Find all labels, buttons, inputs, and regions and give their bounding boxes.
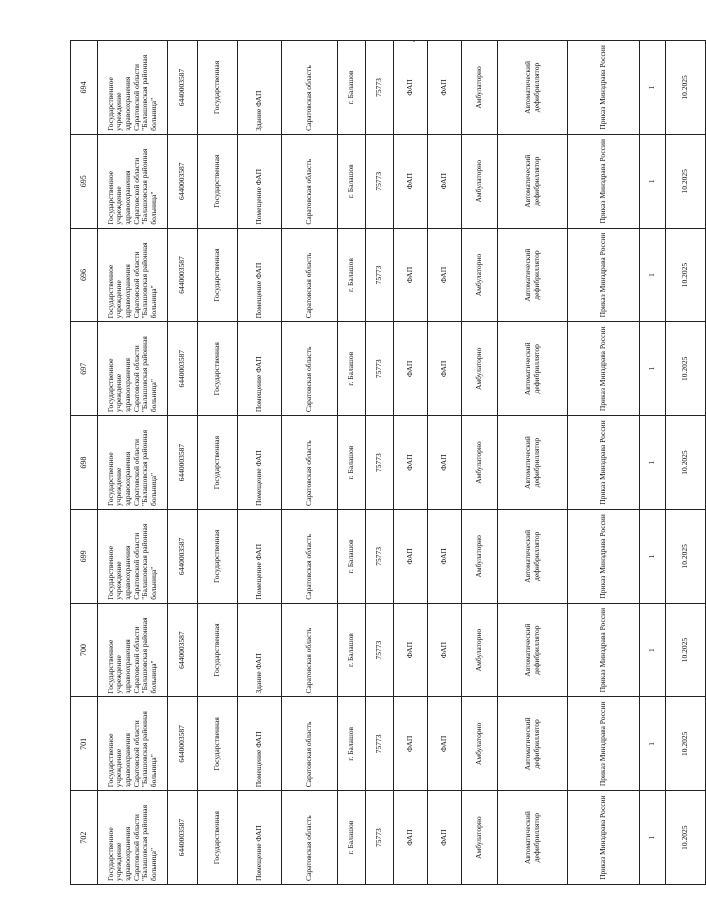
table-row-city bbox=[338, 41, 366, 885]
cell-city: г. Балашов bbox=[338, 41, 366, 135]
cell-inn: 6440003587 bbox=[168, 791, 198, 885]
cell-device: Автоматический дефибриллятор bbox=[498, 603, 568, 697]
column-id-0: 702 bbox=[71, 791, 98, 885]
cell-device: Автоматический дефибриллятор bbox=[498, 791, 568, 885]
cell-city: г. Балашов bbox=[338, 322, 366, 416]
cell-date: 10.2025 bbox=[666, 509, 706, 603]
cell-org: Государственное учреждение здравоохранения Саратовской области "Балашовская районная больница" bbox=[98, 791, 168, 885]
cell-city: г. Балашов bbox=[338, 697, 366, 791]
cell-care: Амбулаторно bbox=[462, 603, 498, 697]
table-row-address bbox=[282, 41, 338, 885]
cell-care: Амбулаторно bbox=[462, 228, 498, 322]
cell-date: 10.2025 bbox=[666, 228, 706, 322]
cell-date: 10.2025 bbox=[666, 697, 706, 791]
cell-type1: ФАП bbox=[394, 509, 428, 603]
cell-inn: 6440003587 bbox=[168, 322, 198, 416]
cell-care: Амбулаторно bbox=[462, 791, 498, 885]
cell-premises: Помещение ФАП bbox=[238, 509, 282, 603]
column-id-2: 700 bbox=[71, 603, 98, 697]
cell-type1: ФАП bbox=[394, 41, 428, 135]
cell-ownership: Государственная bbox=[198, 41, 238, 135]
cell-type2: ФАП bbox=[428, 697, 462, 791]
cell-order: Приказ Минздрава России bbox=[568, 322, 640, 416]
cell-ownership: Государственная bbox=[198, 509, 238, 603]
cell-device: Автоматический дефибриллятор bbox=[498, 228, 568, 322]
cell-qty: 1 bbox=[640, 41, 666, 135]
cell-order: Приказ Минздрава России bbox=[568, 41, 640, 135]
cell-premises: Помещение ФАП bbox=[238, 791, 282, 885]
cell-code: 75773 bbox=[366, 791, 394, 885]
cell-inn: 6440003587 bbox=[168, 697, 198, 791]
cell-care: Амбулаторно bbox=[462, 416, 498, 510]
column-id-6: 696 bbox=[71, 228, 98, 322]
cell-device: Автоматический дефибриллятор bbox=[498, 134, 568, 228]
cell-inn: 6440003587 bbox=[168, 416, 198, 510]
cell-order: Приказ Минздрава России bbox=[568, 228, 640, 322]
cell-care: Амбулаторно bbox=[462, 322, 498, 416]
equipment-table bbox=[70, 40, 706, 885]
table-wrap bbox=[70, 40, 690, 885]
cell-address: Саратовская область bbox=[282, 697, 338, 791]
table-body bbox=[98, 41, 706, 885]
cell-address: Саратовская область bbox=[282, 791, 338, 885]
cell-care: Амбулаторно bbox=[462, 509, 498, 603]
cell-code: 75773 bbox=[366, 228, 394, 322]
cell-care: Амбулаторно bbox=[462, 697, 498, 791]
cell-ownership: Государственная bbox=[198, 697, 238, 791]
cell-ownership: Государственная bbox=[198, 603, 238, 697]
cell-ownership: Государственная bbox=[198, 228, 238, 322]
column-id-8: 694 bbox=[71, 41, 98, 135]
cell-premises: Помещение ФАП bbox=[238, 697, 282, 791]
cell-code: 75773 bbox=[366, 41, 394, 135]
table-row-order bbox=[568, 41, 640, 885]
cell-org: Государственное учреждение здравоохранения Саратовской области "Балашовская районная больница" bbox=[98, 134, 168, 228]
column-id-5: 697 bbox=[71, 322, 98, 416]
cell-type1: ФАП bbox=[394, 134, 428, 228]
cell-type2: ФАП bbox=[428, 791, 462, 885]
cell-inn: 6440003587 bbox=[168, 509, 198, 603]
cell-code: 75773 bbox=[366, 603, 394, 697]
cell-premises: Здание ФАП bbox=[238, 41, 282, 135]
table-row-premises bbox=[238, 41, 282, 885]
cell-type2: ФАП bbox=[428, 603, 462, 697]
table-row-type2 bbox=[428, 41, 462, 885]
cell-qty: 1 bbox=[640, 509, 666, 603]
cell-type1: ФАП bbox=[394, 697, 428, 791]
table-row-ownership bbox=[198, 41, 238, 885]
cell-inn: 6440003587 bbox=[168, 41, 198, 135]
table-row-device bbox=[498, 41, 568, 885]
cell-type2: ФАП bbox=[428, 228, 462, 322]
cell-city: г. Балашов bbox=[338, 791, 366, 885]
cell-device: Автоматический дефибриллятор bbox=[498, 697, 568, 791]
column-id-3: 699 bbox=[71, 509, 98, 603]
cell-address: Саратовская область bbox=[282, 228, 338, 322]
cell-device: Автоматический дефибриллятор bbox=[498, 416, 568, 510]
cell-code: 75773 bbox=[366, 134, 394, 228]
cell-qty: 1 bbox=[640, 697, 666, 791]
cell-city: г. Балашов bbox=[338, 416, 366, 510]
cell-premises: Помещение ФАП bbox=[238, 322, 282, 416]
cell-type2: ФАП bbox=[428, 416, 462, 510]
cell-city: г. Балашов bbox=[338, 228, 366, 322]
table-row-type1 bbox=[394, 41, 428, 885]
cell-care: Амбулаторно bbox=[462, 134, 498, 228]
cell-org: Государственное учреждение здравоохранения Саратовской области "Балашовская районная больница" bbox=[98, 603, 168, 697]
cell-premises: Помещение ФАП bbox=[238, 228, 282, 322]
cell-premises: Помещение ФАП bbox=[238, 134, 282, 228]
cell-order: Приказ Минздрава России bbox=[568, 603, 640, 697]
cell-ownership: Государственная bbox=[198, 791, 238, 885]
cell-order: Приказ Минздрава России bbox=[568, 509, 640, 603]
cell-order: Приказ Минздрава России bbox=[568, 416, 640, 510]
cell-date: 10.2025 bbox=[666, 41, 706, 135]
cell-qty: 1 bbox=[640, 134, 666, 228]
cell-order: Приказ Минздрава России bbox=[568, 134, 640, 228]
cell-date: 10.2025 bbox=[666, 603, 706, 697]
cell-date: 10.2025 bbox=[666, 134, 706, 228]
cell-city: г. Балашов bbox=[338, 134, 366, 228]
rotated-table-frame bbox=[70, 40, 690, 885]
cell-address: Саратовская область bbox=[282, 41, 338, 135]
cell-device: Автоматический дефибриллятор bbox=[498, 509, 568, 603]
cell-premises: Здание ФАП bbox=[238, 603, 282, 697]
table-row-qty bbox=[640, 41, 666, 885]
cell-inn: 6440003587 bbox=[168, 134, 198, 228]
cell-qty: 1 bbox=[640, 228, 666, 322]
cell-care: Амбулаторно bbox=[462, 41, 498, 135]
cell-org: Государственное учреждение здравоохранения Саратовской области "Балашовская районная больница" bbox=[98, 697, 168, 791]
cell-order: Приказ Минздрава России bbox=[568, 697, 640, 791]
table-row-code bbox=[366, 41, 394, 885]
cell-qty: 1 bbox=[640, 322, 666, 416]
column-id-1: 701 bbox=[71, 697, 98, 791]
table-row-inn bbox=[168, 41, 198, 885]
cell-order: Приказ Минздрава России bbox=[568, 791, 640, 885]
column-id-7: 695 bbox=[71, 134, 98, 228]
cell-org: Государственное учреждение здравоохранения Саратовской области "Балашовская районная больница" bbox=[98, 322, 168, 416]
table-row-org bbox=[98, 41, 168, 885]
cell-type1: ФАП bbox=[394, 603, 428, 697]
cell-type1: ФАП bbox=[394, 416, 428, 510]
cell-address: Саратовская область bbox=[282, 322, 338, 416]
cell-date: 10.2025 bbox=[666, 416, 706, 510]
cell-address: Саратовская область bbox=[282, 134, 338, 228]
cell-type2: ФАП bbox=[428, 134, 462, 228]
cell-code: 75773 bbox=[366, 509, 394, 603]
cell-org: Государственное учреждение здравоохранения Саратовской области "Балашовская районная больница" bbox=[98, 41, 168, 135]
cell-address: Саратовская область bbox=[282, 509, 338, 603]
cell-inn: 6440003587 bbox=[168, 603, 198, 697]
cell-address: Саратовская область bbox=[282, 603, 338, 697]
cell-address: Саратовская область bbox=[282, 416, 338, 510]
cell-qty: 1 bbox=[640, 791, 666, 885]
cell-code: 75773 bbox=[366, 697, 394, 791]
cell-type2: ФАП bbox=[428, 322, 462, 416]
cell-qty: 1 bbox=[640, 603, 666, 697]
cell-code: 75773 bbox=[366, 322, 394, 416]
cell-org: Государственное учреждение здравоохранения Саратовской области "Балашовская районная больница" bbox=[98, 509, 168, 603]
cell-device: Автоматический дефибриллятор bbox=[498, 322, 568, 416]
cell-ownership: Государственная bbox=[198, 416, 238, 510]
cell-type2: ФАП bbox=[428, 509, 462, 603]
cell-date: 10.2025 bbox=[666, 791, 706, 885]
table-header-row bbox=[71, 41, 98, 885]
cell-inn: 6440003587 bbox=[168, 228, 198, 322]
cell-premises: Помещение ФАП bbox=[238, 416, 282, 510]
cell-ownership: Государственная bbox=[198, 134, 238, 228]
cell-org: Государственное учреждение здравоохранения Саратовской области "Балашовская районная больница" bbox=[98, 416, 168, 510]
cell-qty: 1 bbox=[640, 416, 666, 510]
cell-type1: ФАП bbox=[394, 791, 428, 885]
cell-device: Автоматический дефибриллятор bbox=[498, 41, 568, 135]
cell-date: 10.2025 bbox=[666, 322, 706, 416]
cell-code: 75773 bbox=[366, 416, 394, 510]
cell-city: г. Балашов bbox=[338, 509, 366, 603]
column-id-4: 698 bbox=[71, 416, 98, 510]
cell-type1: ФАП bbox=[394, 228, 428, 322]
cell-type1: ФАП bbox=[394, 322, 428, 416]
table-row-care bbox=[462, 41, 498, 885]
cell-org: Государственное учреждение здравоохранения Саратовской области "Балашовская районная больница" bbox=[98, 228, 168, 322]
cell-type2: ФАП bbox=[428, 41, 462, 135]
cell-city: г. Балашов bbox=[338, 603, 366, 697]
cell-ownership: Государственная bbox=[198, 322, 238, 416]
table-row-date bbox=[666, 41, 706, 885]
